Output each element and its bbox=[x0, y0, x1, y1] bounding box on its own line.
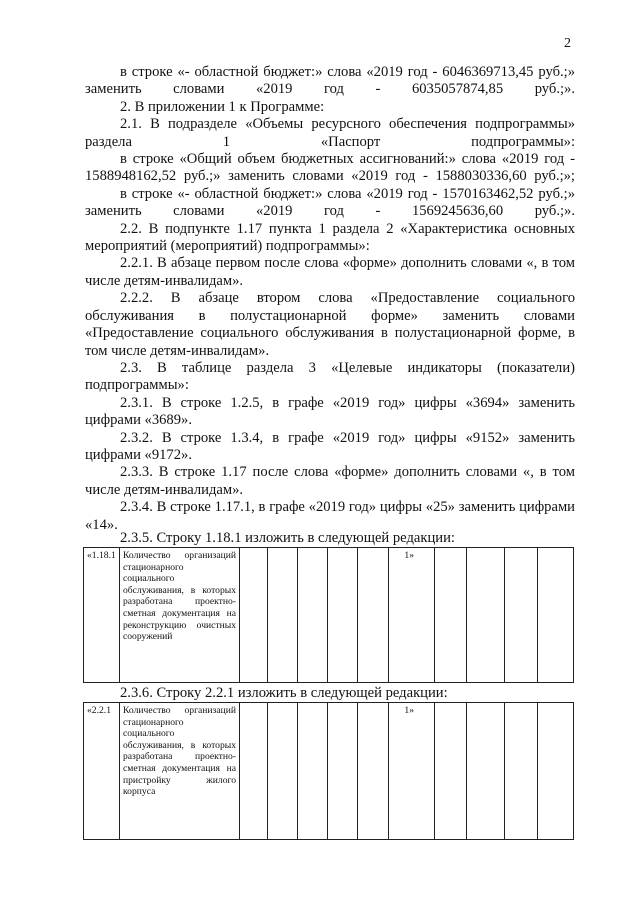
paragraph: 2.2.1. В абзаце первом после слова «форме» дополнить словами «, в том числе детям-инвалидам». bbox=[85, 255, 575, 289]
table-cell bbox=[298, 548, 328, 683]
table-row bbox=[84, 703, 574, 840]
paragraph: 2.1. В подразделе «Объемы ресурсного обеспечения подпрограммы» раздела 1 «Паспорт подпрограммы»: bbox=[85, 116, 575, 150]
paragraph: в строке «Общий объем бюджетных ассигнований:» слова «2019 год - 1588948162,52 руб.;» заменить словами «2019 год - 1588030336,60 руб.;»; bbox=[85, 151, 575, 185]
table-cell bbox=[298, 703, 328, 840]
table-cell bbox=[328, 548, 358, 683]
indicator-name: Количество организаций стационарного социального обслуживания, в которых разработана проектно-сметная документация на реконструкцию очистных сооружений bbox=[120, 548, 240, 683]
table-cell bbox=[268, 703, 298, 840]
table-cell bbox=[328, 703, 358, 840]
paragraph: 2.3.3. В строке 1.17 после слова «форме» дополнить словами «, в том числе детям-инвалидам». bbox=[85, 464, 575, 498]
paragraph: в строке «- областной бюджет:» слова «2019 год - 6046369713,45 руб.;» заменить словами «2019 год - 6035057874,85 руб.;». bbox=[85, 64, 575, 98]
table-cell bbox=[538, 703, 574, 840]
table-cell bbox=[538, 548, 574, 683]
paragraph: 2.3. В таблице раздела 3 «Целевые индикаторы (показатели) подпрограммы»: bbox=[85, 359, 575, 394]
indicator-name: Количество организаций стационарного социального обслуживания, в которых разработана проектно-сметная документация на пристройку жилого корпуса bbox=[120, 703, 240, 840]
table1-caption: 2.3.5. Строку 1.18.1 изложить в следующей редакции: bbox=[120, 530, 455, 546]
indicator-value: 1» bbox=[389, 703, 435, 840]
table-cell bbox=[240, 703, 268, 840]
table-cell bbox=[505, 548, 538, 683]
row-number: «1.18.1 bbox=[84, 548, 120, 683]
table-row bbox=[84, 548, 574, 683]
page-number: 2 bbox=[564, 36, 571, 51]
paragraph: в строке «- областной бюджет:» слова «2019 год - 1570163462,52 руб.;» заменить словами «2019 год - 1569245636,60 руб.;». bbox=[85, 185, 575, 220]
table2-caption: 2.3.6. Строку 2.2.1 изложить в следующей редакции: bbox=[120, 685, 448, 701]
indicator-table-1 bbox=[83, 547, 574, 683]
paragraph: 2. В приложении 1 к Программе: bbox=[120, 98, 325, 115]
table-cell bbox=[467, 548, 505, 683]
row-number: «2.2.1 bbox=[84, 703, 120, 840]
table-cell bbox=[435, 703, 467, 840]
table-cell bbox=[435, 548, 467, 683]
table-cell bbox=[358, 703, 389, 840]
paragraph: 2.2. В подпункте 1.17 пункта 1 раздела 2 «Характеристика основных мероприятий (мероприятий) подпрограммы»: bbox=[85, 220, 575, 255]
table-cell bbox=[467, 703, 505, 840]
paragraph: 2.2.2. В абзаце втором слова «Предоставление социального обслуживания в полустационарной форме» заменить словами «Предоставление социального обслуживания в полустационарной форме, в том числе детям-инвалидам». bbox=[85, 290, 575, 359]
paragraph: 2.3.1. В строке 1.2.5, в графе «2019 год» цифры «3694» заменить цифрами «3689». bbox=[85, 394, 575, 429]
indicator-table-2 bbox=[83, 702, 574, 840]
paragraph: 2.3.2. В строке 1.3.4, в графе «2019 год» цифры «9152» заменить цифрами «9172». bbox=[85, 429, 575, 463]
table-cell bbox=[240, 548, 268, 683]
table-cell bbox=[268, 548, 298, 683]
body-text bbox=[85, 64, 575, 534]
table-cell bbox=[358, 548, 389, 683]
table-cell bbox=[505, 703, 538, 840]
indicator-value: 1» bbox=[389, 548, 435, 683]
paragraph: 2.3.4. В строке 1.17.1, в графе «2019 год» цифры «25» заменить цифрами «14». bbox=[85, 499, 575, 533]
